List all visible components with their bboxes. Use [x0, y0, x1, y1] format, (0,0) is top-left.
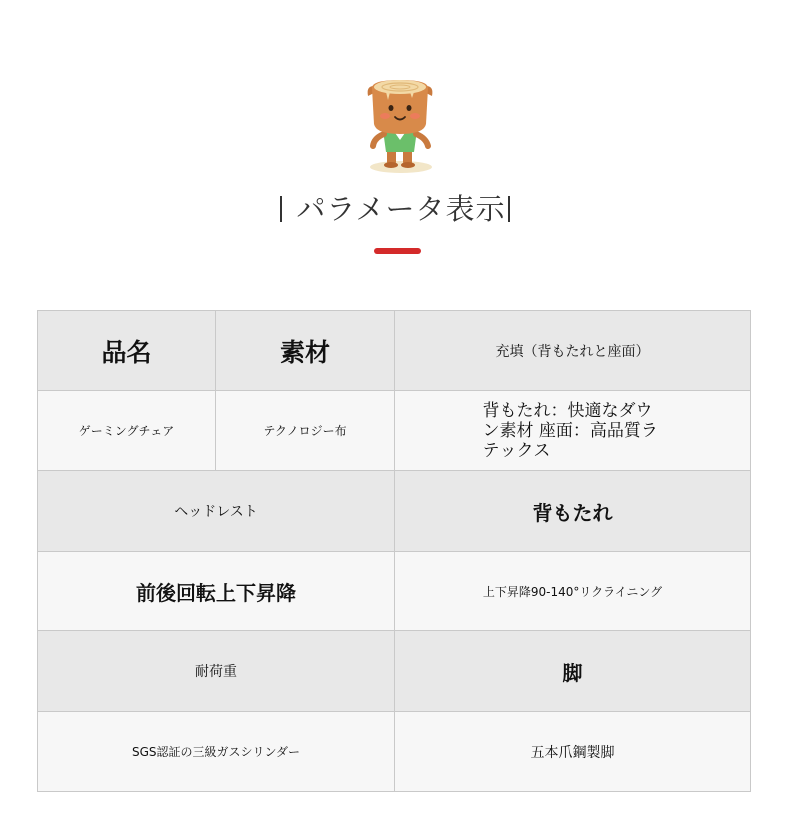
legs-value-cell: 五本爪鋼製脚 [395, 712, 751, 792]
name-value-cell: ゲーミングチェア [38, 391, 216, 471]
title-underline [374, 248, 421, 254]
section-title-text: パラメータ表示 [296, 192, 506, 226]
table-row [38, 552, 751, 631]
table-row [38, 391, 751, 471]
load-header-cell: 耐荷重 [38, 631, 395, 712]
title-right-bar [508, 196, 510, 222]
name-header-cell: 品名 [38, 311, 216, 391]
legs-header-cell: 脚 [395, 631, 751, 712]
table-row [38, 471, 751, 552]
filling-value-cell [395, 391, 751, 471]
filling-value-text: 背もたれ：快適なダウン素材 座面：高品質ラテックス [482, 400, 658, 461]
tree-stump-mascot-icon [362, 76, 438, 174]
filling-header-cell: 充填（背もたれと座面） [395, 311, 751, 391]
load-value-cell: SGS認証の三級ガスシリンダー [38, 712, 395, 792]
material-header-cell: 素材 [216, 311, 395, 391]
headrest-value-cell: 前後回転上下昇降 [38, 552, 395, 631]
table-row [38, 712, 751, 792]
backrest-value-cell: 上下昇降90-140°リクライニング [395, 552, 751, 631]
table-row [38, 631, 751, 712]
table-row [38, 311, 751, 391]
parameter-table [37, 310, 751, 792]
backrest-header-cell: 背もたれ [395, 471, 751, 552]
title-left-bar [280, 196, 282, 222]
material-value-cell: テクノロジー布 [216, 391, 395, 471]
headrest-header-cell: ヘッドレスト [38, 471, 395, 552]
section-title [0, 188, 790, 230]
